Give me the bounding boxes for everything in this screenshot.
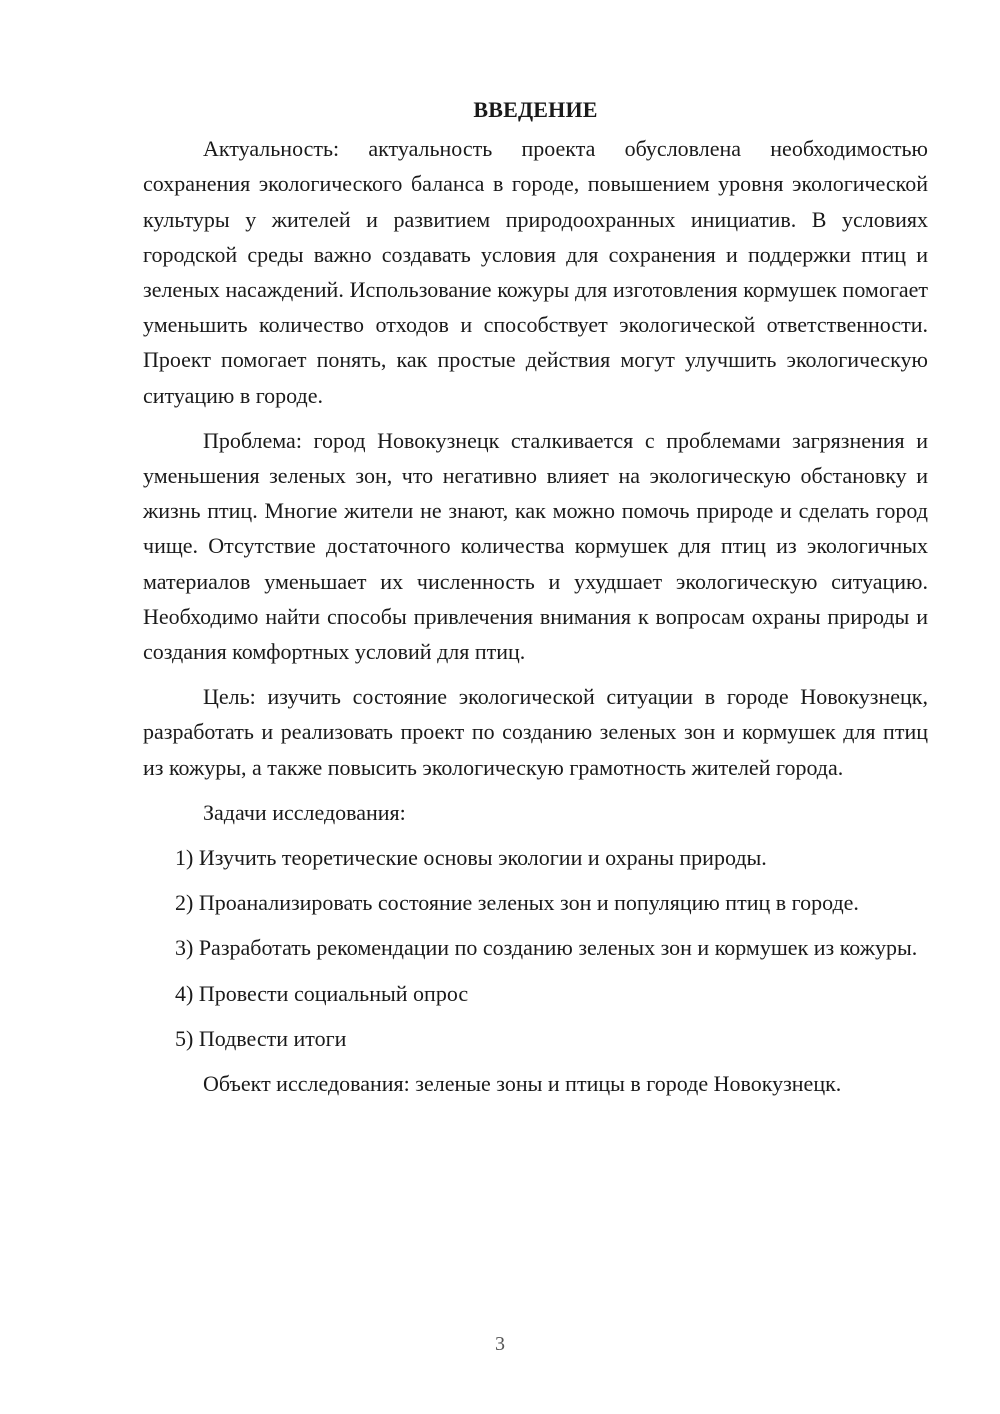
task-item: 3) Разработать рекомендации по созданию зеленых зон и кормушек из кожуры. <box>175 935 918 961</box>
tasks-heading: Задачи исследования: <box>203 799 406 825</box>
section-title: ВВЕДЕНИЕ <box>473 97 598 122</box>
problem-paragraph: Проблема: город Новокузнецк сталкивается с проблемами загрязнения и уменьшения зеленых зон, что негативно влияет на экологическую обстановку и жизнь птиц. Многие жители не знают, как можно помочь природе и сделать город чище. Отсутствие достаточного количества кормушек для птиц из экологичных материалов уменьшает их численность и ухудшает экологическую ситуацию. Необходимо найти способы привлечения внимания к вопросам охраны природы и создания комфортных условий для птиц. <box>143 427 928 665</box>
task-item: 5) Подвести итоги <box>175 1025 347 1051</box>
object-paragraph: Объект исследования: зеленые зоны и птицы в городе Новокузнецк. <box>203 1071 842 1097</box>
task-item: 2) Проанализировать состояние зеленых зон и популяцию птиц в городе. <box>175 890 859 916</box>
task-item: 4) Провести социальный опрос <box>175 980 469 1006</box>
relevance-paragraph: Актуальность: актуальность проекта обусловлена необходимостью сохранения экологического баланса в городе, повышением уровня экологической культуры у жителей и развитием природоохранных инициатив. В условиях городской среды важно создавать условия для сохранения и поддержки птиц и зеленых насаждений. Использование кожуры для изготовления кормушек помогает уменьшить количество отходов и способствует экологической ответственности. Проект помогает понять, как простые действия могут улучшить экологическую ситуацию в городе. <box>143 136 928 408</box>
task-item: 1) Изучить теоретические основы экологии и охраны природы. <box>175 845 767 871</box>
goal-paragraph: Цель: изучить состояние экологической ситуации в городе Новокузнецк, разработать и реализовать проект по созданию зеленых зон и кормушек для птиц из кожуры, а также повысить экологическую грамотность жителей города. <box>143 684 928 780</box>
page-content <box>143 92 928 1111</box>
page-number: 3 <box>495 1333 505 1355</box>
